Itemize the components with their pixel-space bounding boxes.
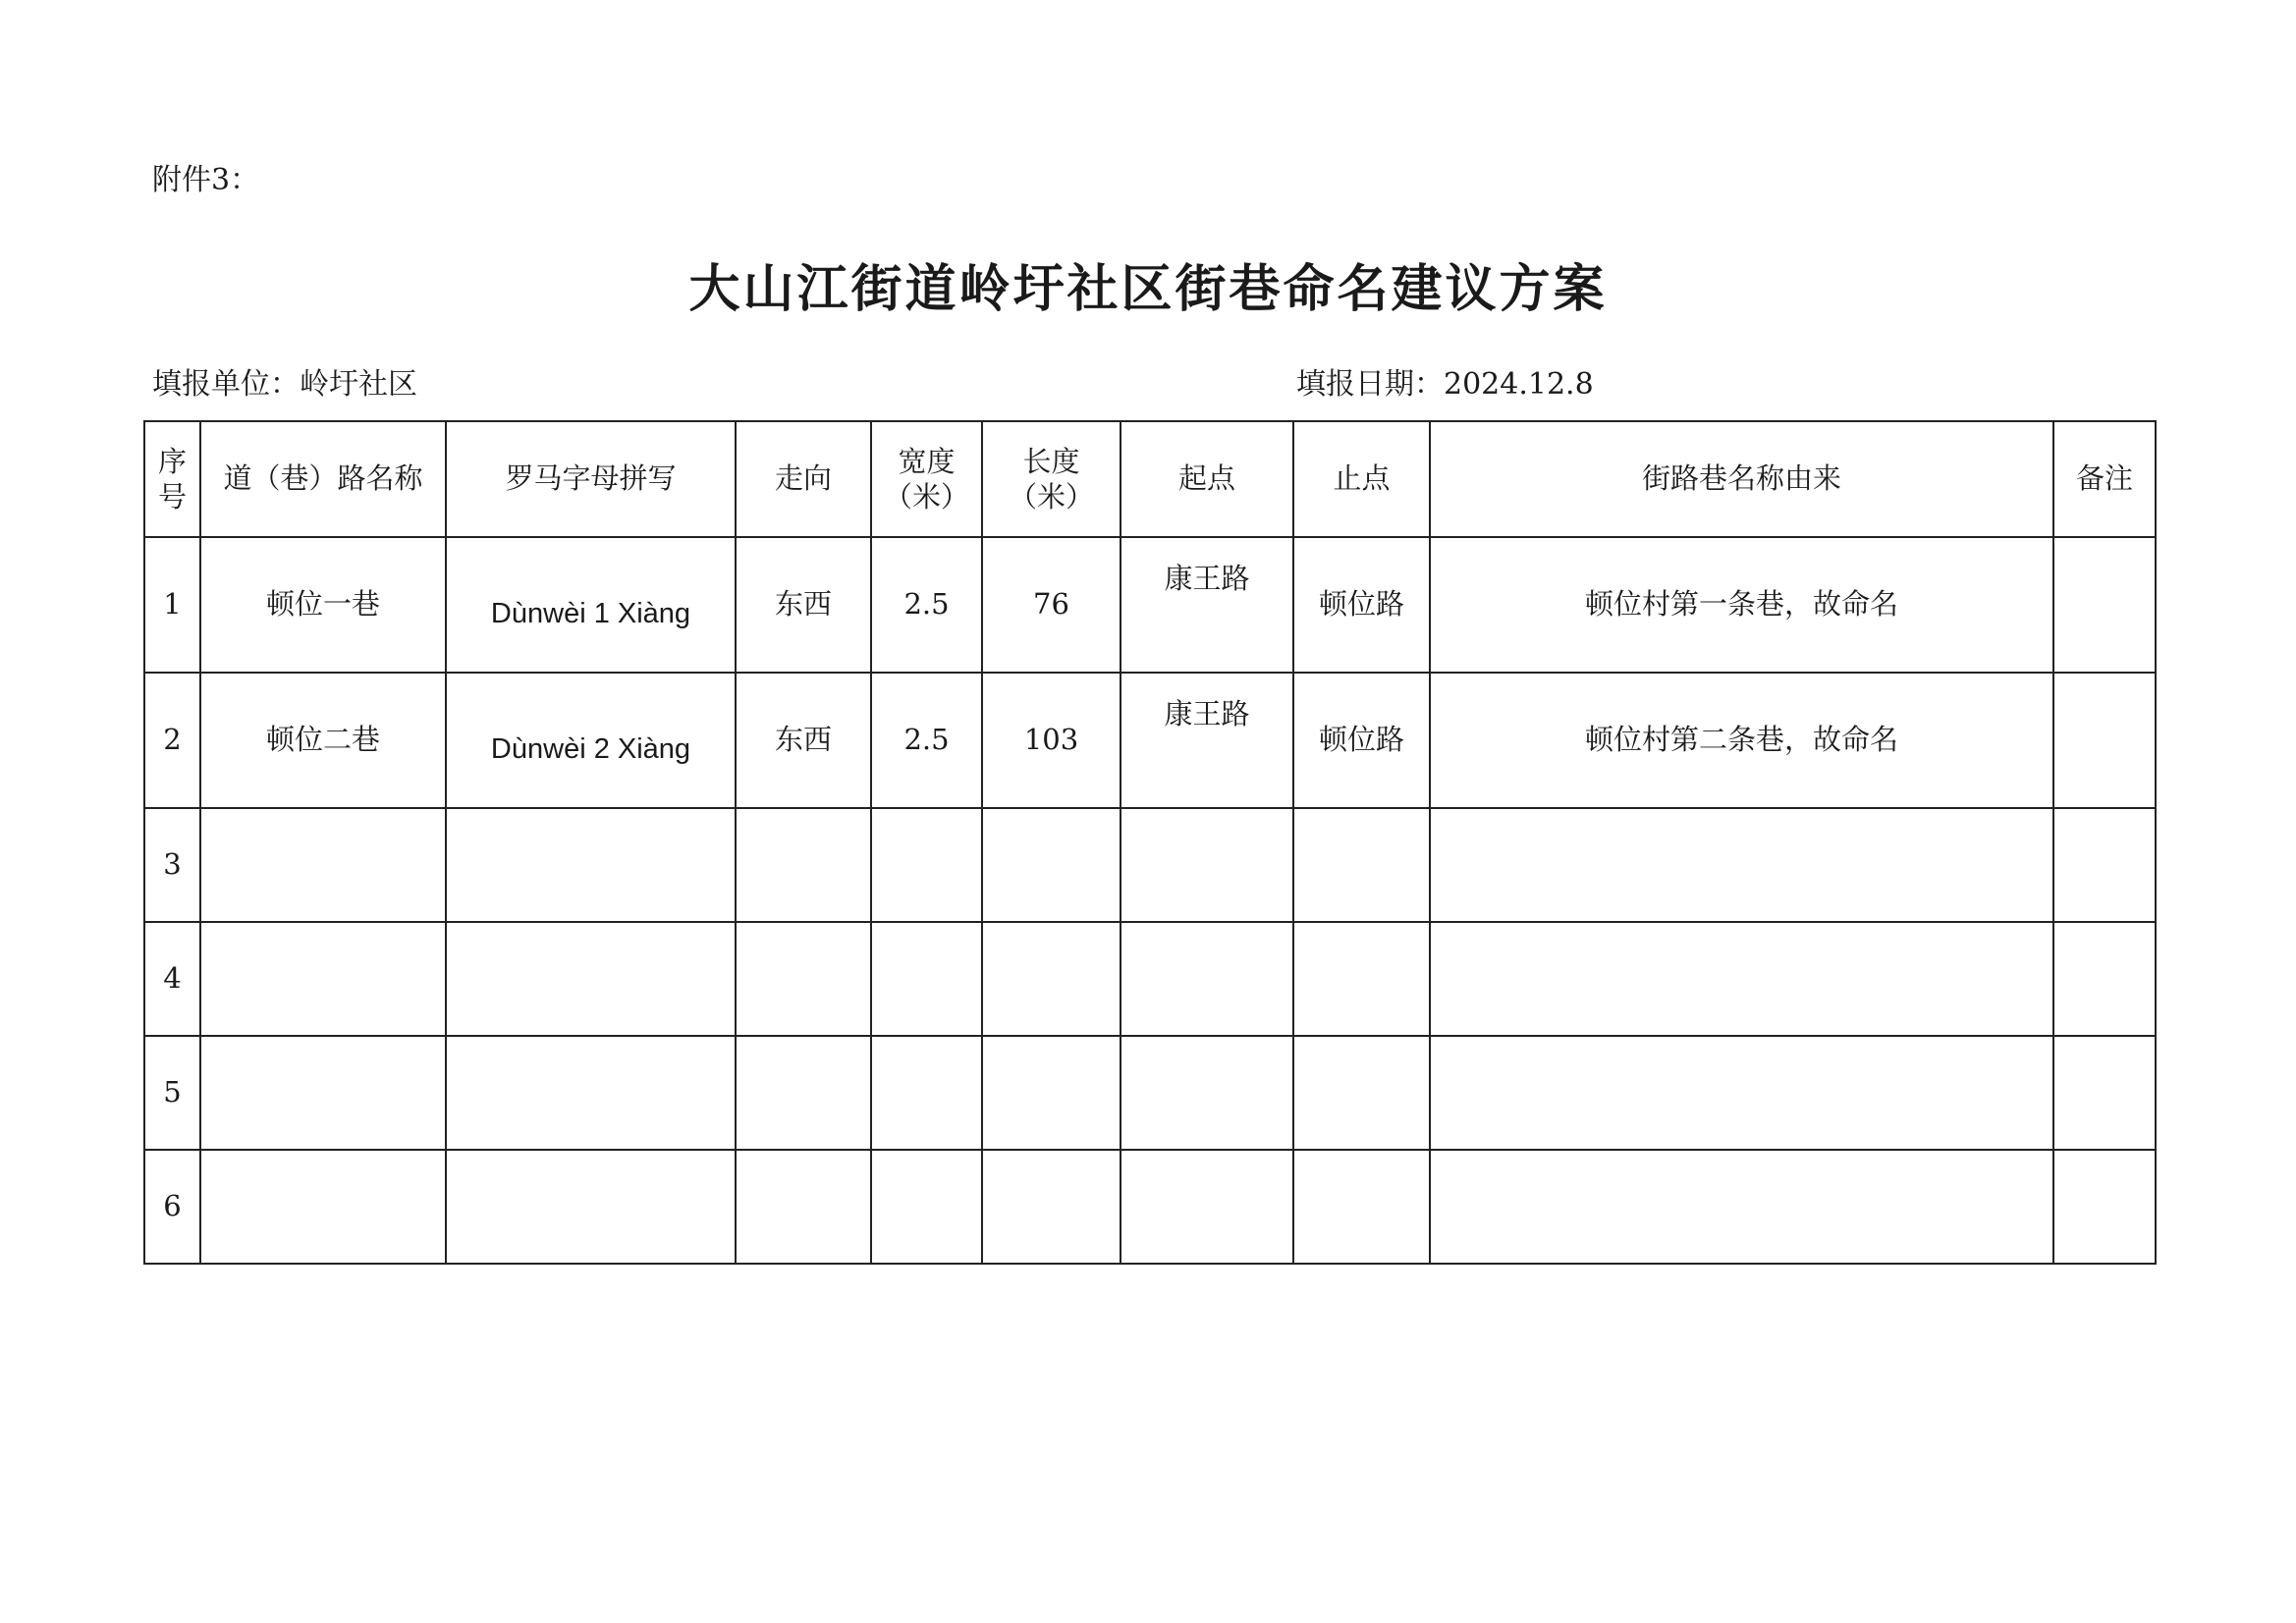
attachment-label: 附件3：: [152, 163, 260, 197]
cell-length: [982, 922, 1121, 1036]
header-length-line2: （米）: [1008, 480, 1094, 514]
cell-direction: [736, 808, 871, 922]
cell-width: [871, 1150, 982, 1264]
cell-seq: 6: [144, 1150, 200, 1264]
header-direction: 走向: [736, 421, 871, 537]
cell-roman: Dùnwèi 2 Xiàng: [446, 673, 736, 808]
table-row: [144, 808, 2156, 922]
cell-length: [982, 1036, 1121, 1150]
header-remark: 备注: [2053, 421, 2156, 537]
cell-seq: 4: [144, 922, 200, 1036]
cell-origin: [1430, 1150, 2053, 1264]
cell-seq: 1: [144, 537, 200, 673]
cell-end: [1293, 1036, 1430, 1150]
cell-roman: [446, 922, 736, 1036]
table-header-row: [144, 421, 2156, 537]
cell-seq: 2: [144, 673, 200, 808]
cell-start: 康王路: [1121, 537, 1293, 673]
cell-width: 2.5: [871, 537, 982, 673]
header-length-line1: 长度: [1022, 444, 1080, 478]
cell-origin: [1430, 808, 2053, 922]
cell-origin: [1430, 922, 2053, 1036]
cell-start: [1121, 1036, 1293, 1150]
fill-unit: 填报单位：岭圩社区: [152, 367, 417, 402]
header-length: [982, 421, 1121, 537]
cell-direction: 东西: [736, 537, 871, 673]
cell-road-name: 顿位二巷: [200, 673, 446, 808]
cell-end: 顿位路: [1293, 537, 1430, 673]
cell-length: [982, 808, 1121, 922]
cell-origin: 顿位村第二条巷，故命名: [1430, 673, 2053, 808]
cell-seq: 3: [144, 808, 200, 922]
header-width: [871, 421, 982, 537]
street-naming-table: [143, 420, 2157, 1265]
cell-start: [1121, 808, 1293, 922]
cell-width: [871, 922, 982, 1036]
cell-remark: [2053, 537, 2156, 673]
header-origin: 街路巷名称由来: [1430, 421, 2053, 537]
cell-start: 康王路: [1121, 673, 1293, 808]
cell-road-name: [200, 1036, 446, 1150]
cell-road-name: 顿位一巷: [200, 537, 446, 673]
header-end: 止点: [1293, 421, 1430, 537]
cell-direction: [736, 1036, 871, 1150]
document-title: 大山江街道岭圩社区街巷命名建议方案: [688, 260, 1608, 319]
cell-length: [982, 1150, 1121, 1264]
cell-end: [1293, 1150, 1430, 1264]
cell-seq: 5: [144, 1036, 200, 1150]
header-roman: 罗马字母拼写: [446, 421, 736, 537]
cell-roman: Dùnwèi 1 Xiàng: [446, 537, 736, 673]
cell-roman: [446, 1150, 736, 1264]
table-row: [144, 922, 2156, 1036]
cell-road-name: [200, 922, 446, 1036]
header-seq: 序号: [144, 421, 200, 537]
cell-remark: [2053, 808, 2156, 922]
cell-remark: [2053, 922, 2156, 1036]
cell-origin: 顿位村第一条巷，故命名: [1430, 537, 2053, 673]
table-row: [144, 537, 2156, 673]
fill-date: 填报日期：2024.12.8: [1296, 367, 1594, 402]
cell-direction: [736, 1150, 871, 1264]
cell-origin: [1430, 1036, 2053, 1150]
cell-length: 103: [982, 673, 1121, 808]
header-start: 起点: [1121, 421, 1293, 537]
cell-direction: [736, 922, 871, 1036]
cell-road-name: [200, 1150, 446, 1264]
cell-remark: [2053, 673, 2156, 808]
header-width-line1: 宽度: [898, 444, 956, 478]
cell-road-name: [200, 808, 446, 922]
cell-direction: 东西: [736, 673, 871, 808]
cell-end: [1293, 922, 1430, 1036]
cell-end: [1293, 808, 1430, 922]
cell-roman: [446, 1036, 736, 1150]
header-width-line2: （米）: [883, 480, 969, 514]
cell-width: 2.5: [871, 673, 982, 808]
table-row: [144, 1150, 2156, 1264]
cell-remark: [2053, 1036, 2156, 1150]
cell-start: [1121, 1150, 1293, 1264]
cell-end: 顿位路: [1293, 673, 1430, 808]
cell-width: [871, 1036, 982, 1150]
cell-start: [1121, 922, 1293, 1036]
cell-roman: [446, 808, 736, 922]
header-road-name: 道（巷）路名称: [200, 421, 446, 537]
cell-length: 76: [982, 537, 1121, 673]
table-row: [144, 673, 2156, 808]
cell-width: [871, 808, 982, 922]
table-row: [144, 1036, 2156, 1150]
cell-remark: [2053, 1150, 2156, 1264]
